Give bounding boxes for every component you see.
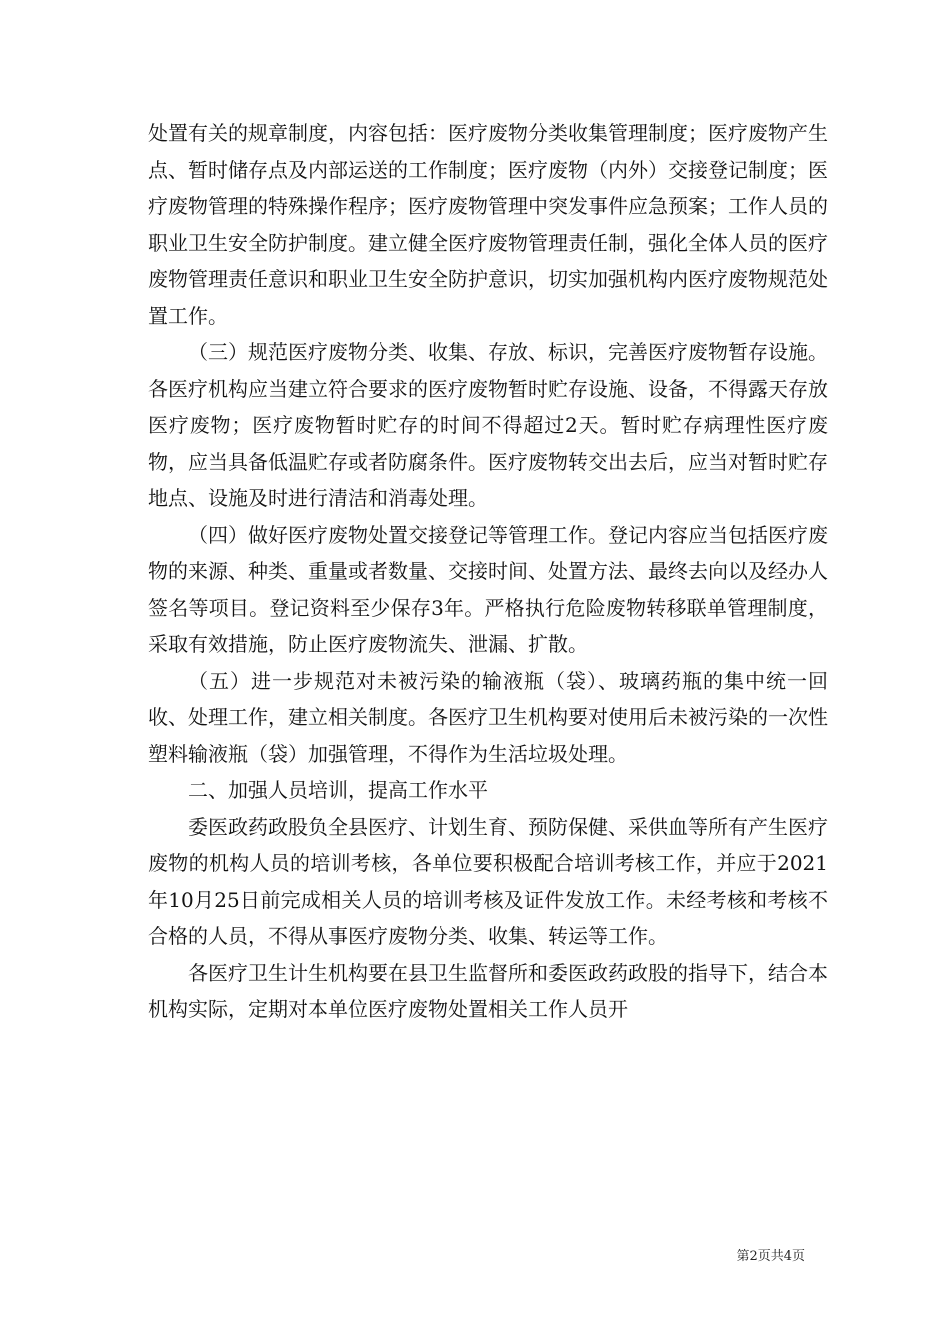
paragraph: 各医疗卫生计生机构要在县卫生监督所和委医政药政股的指导下，结合本机构实际，定期对本单位医疗废物处置相关工作人员开	[148, 960, 828, 1021]
paragraph: （四）做好医疗废物处置交接登记等管理工作。登记内容应当包括医疗废物的来源、种类、重量或者数量、交接时间、处置方法、最终去向以及经办人签名等项目。登记资料至少保存3年。严格执行危险废物转移联单管理制度，采取有效措施，防止医疗废物流失、泄漏、扩散。	[148, 522, 828, 656]
page-number: 第2页共4页	[736, 1249, 805, 1264]
document-body	[148, 115, 828, 1028]
paragraph: 处置有关的规章制度，内容包括：医疗废物分类收集管理制度；医疗废物产生点、暂时储存点及内部运送的工作制度；医疗废物（内外）交接登记制度；医疗废物管理的特殊操作程序；医疗废物管理中突发事件应急预案；工作人员的职业卫生安全防护制度。建立健全医疗废物管理责任制，强化全体人员的医疗废物管理责任意识和职业卫生安全防护意识，切实加强机构内医疗废物规范处置工作。	[148, 121, 828, 328]
paragraph: （五）进一步规范对未被污染的输液瓶（袋）、玻璃药瓶的集中统一回收、处理工作，建立相关制度。各医疗卫生机构要对使用后未被污染的一次性塑料输液瓶（袋）加强管理，不得作为生活垃圾处理。	[148, 668, 828, 766]
paragraph: （三）规范医疗废物分类、收集、存放、标识，完善医疗废物暂存设施。各医疗机构应当建立符合要求的医疗废物暂时贮存设施、设备，不得露天存放医疗废物；医疗废物暂时贮存的时间不得超过2天。暂时贮存病理性医疗废物，应当具备低温贮存或者防腐条件。医疗废物转交出去后，应当对暂时贮存地点、设施及时进行清洁和消毒处理。	[148, 340, 828, 510]
section-heading: 二、加强人员培训，提高工作水平	[188, 778, 488, 802]
paragraph: 委医政药政股负全县医疗、计划生育、预防保健、采供血等所有产生医疗废物的机构人员的培训考核，各单位要积极配合培训考核工作，并应于2021年10月25日前完成相关人员的培训考核及证件发放工作。未经考核和考核不合格的人员，不得从事医疗废物分类、收集、转运等工作。	[148, 814, 828, 948]
